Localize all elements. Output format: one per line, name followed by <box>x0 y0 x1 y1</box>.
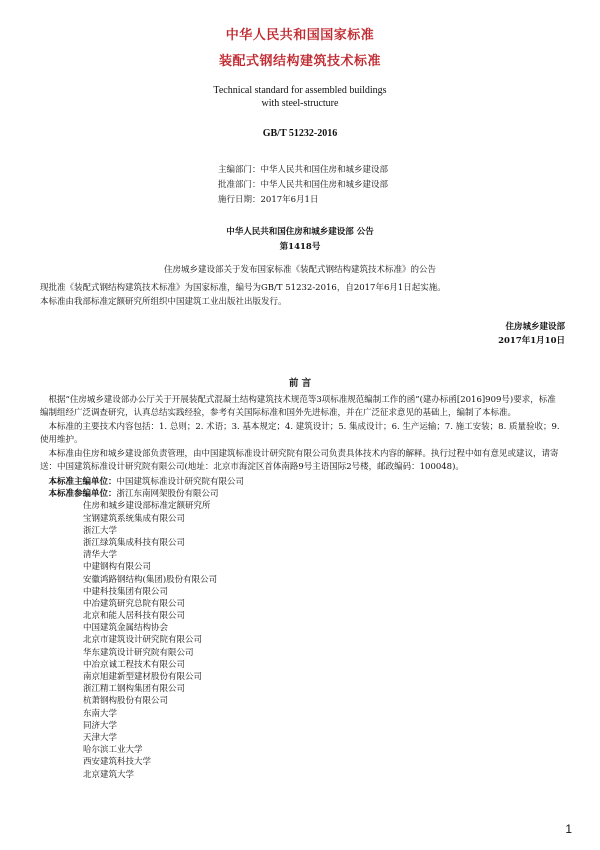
participant-unit: 浙江绿筑集成科技有限公司 <box>83 537 186 548</box>
participant-unit: 中建科技集团有限公司 <box>83 586 169 597</box>
participant-unit: 清华大学 <box>83 550 118 561</box>
participant-unit: 中冶京诚工程技术有限公司 <box>83 659 186 670</box>
preface-paragraph-3: 本标准由住房和城乡建设部负责管理，由中国建筑标准设计研究院有限公司负责具体技术内容的解释。执行过程中如有意见或建议，请寄送：中国建筑标准设计研究院有限公司(地址：北京市海淀区首体南路9号主语国际2号楼，邮政编码：100048)。 <box>40 449 559 472</box>
announcement-signer: 住房城乡建设部 <box>505 322 565 332</box>
participant-unit: 住房和城乡建设部标准定额研究所 <box>83 501 211 512</box>
participant-unit: 同济大学 <box>83 720 118 731</box>
national-standard-title: 中华人民共和国国家标准 <box>225 28 375 43</box>
participant-unit: 中冶建筑研究总院有限公司 <box>83 598 186 609</box>
preface-paragraph-1: 根据“住房城乡建设部办公厅关于开展装配式混凝土结构建筑技术规范等3项标准规范编制工作的函”(建办标函[2016]909号)要求，标准编制组经广泛调查研究，认真总结实践经验，参考有关国际标准和国外先进标准，并在广泛征求意见的基础上，编制了本标准。 <box>40 395 556 418</box>
effective-date: 施行日期：2017年6月1日 <box>218 195 319 205</box>
standard-name-en-line1: Technical standard for assembled buildings <box>213 85 387 96</box>
participant-unit: 华东建筑设计研究院有限公司 <box>83 647 194 658</box>
announcement-subject: 住房城乡建设部关于发布国家标准《装配式钢结构建筑技术标准》的公告 <box>163 265 436 275</box>
participant-unit: 东南大学 <box>83 708 118 719</box>
participant-unit: 杭萧钢构股份有限公司 <box>83 696 169 707</box>
chief-unit-label: 本标准主编单位： <box>48 477 117 487</box>
participant-unit: 安徽鸿路钢结构(集团)股份有限公司 <box>83 574 218 585</box>
participant-unit: 哈尔滨工业大学 <box>83 745 143 756</box>
announcement-body-2: 本标准由我部标准定额研究所组织中国建筑工业出版社出版发行。 <box>40 297 287 307</box>
participating-units-list <box>40 476 560 781</box>
participant-unit: 浙江大学 <box>83 525 118 536</box>
chief-unit-row <box>40 476 560 488</box>
preface-heading: 前 言 <box>288 378 312 389</box>
participants-label: 本标准参编单位： <box>48 489 117 500</box>
participant-unit: 天津大学 <box>83 732 118 743</box>
approver-department: 批准部门：中华人民共和国住房和城乡建设部 <box>218 180 389 190</box>
participant-unit: 中国建筑金属结构协会 <box>83 623 169 634</box>
standard-name-cn: 装配式钢结构建筑技术标准 <box>218 54 381 69</box>
participant-unit: 浙江精工钢构集团有限公司 <box>83 684 186 695</box>
participant-unit: 北京和能人居科技有限公司 <box>83 611 186 622</box>
announcement-number: 第1418号 <box>279 242 321 252</box>
participant-unit: 中建钢构有限公司 <box>83 562 152 573</box>
participant-unit: 宝钢建筑系统集成有限公司 <box>83 513 186 524</box>
announcement-date: 2017年1月10日 <box>498 336 565 346</box>
participant-row <box>40 488 560 500</box>
editor-department: 主编部门：中华人民共和国住房和城乡建设部 <box>218 165 389 175</box>
preface-paragraph-2: 本标准的主要技术内容包括：1. 总则；2. 术语；3. 基本规定；4. 建筑设计；5. 集成设计；6. 生产运输；7. 施工安装；8. 质量验收；9. 使用维护。 <box>40 422 560 445</box>
participant-unit: 南京旭建新型建材股份有限公司 <box>83 672 203 682</box>
announcement-body-1: 现批准《装配式钢结构建筑技术标准》为国家标准，编号为GB/T 51232-2016，自2017年6月1日起实施。 <box>40 283 446 293</box>
standard-name-en-line2: with steel-structure <box>261 98 339 109</box>
chief-unit-name: 中国建筑标准设计研究院有限公司 <box>116 477 245 487</box>
participant-unit: 北京市建筑设计研究院有限公司 <box>83 635 203 646</box>
participant-unit: 北京建筑大学 <box>83 769 135 780</box>
standard-number: GB/T 51232-2016 <box>262 128 338 139</box>
participant-unit: 西安建筑科技大学 <box>83 757 152 768</box>
participant-unit: 浙江东南网架股份有限公司 <box>116 489 219 500</box>
announcement-heading: 中华人民共和国住房和城乡建设部 公告 <box>226 227 374 237</box>
page-number: 1 <box>565 822 572 836</box>
